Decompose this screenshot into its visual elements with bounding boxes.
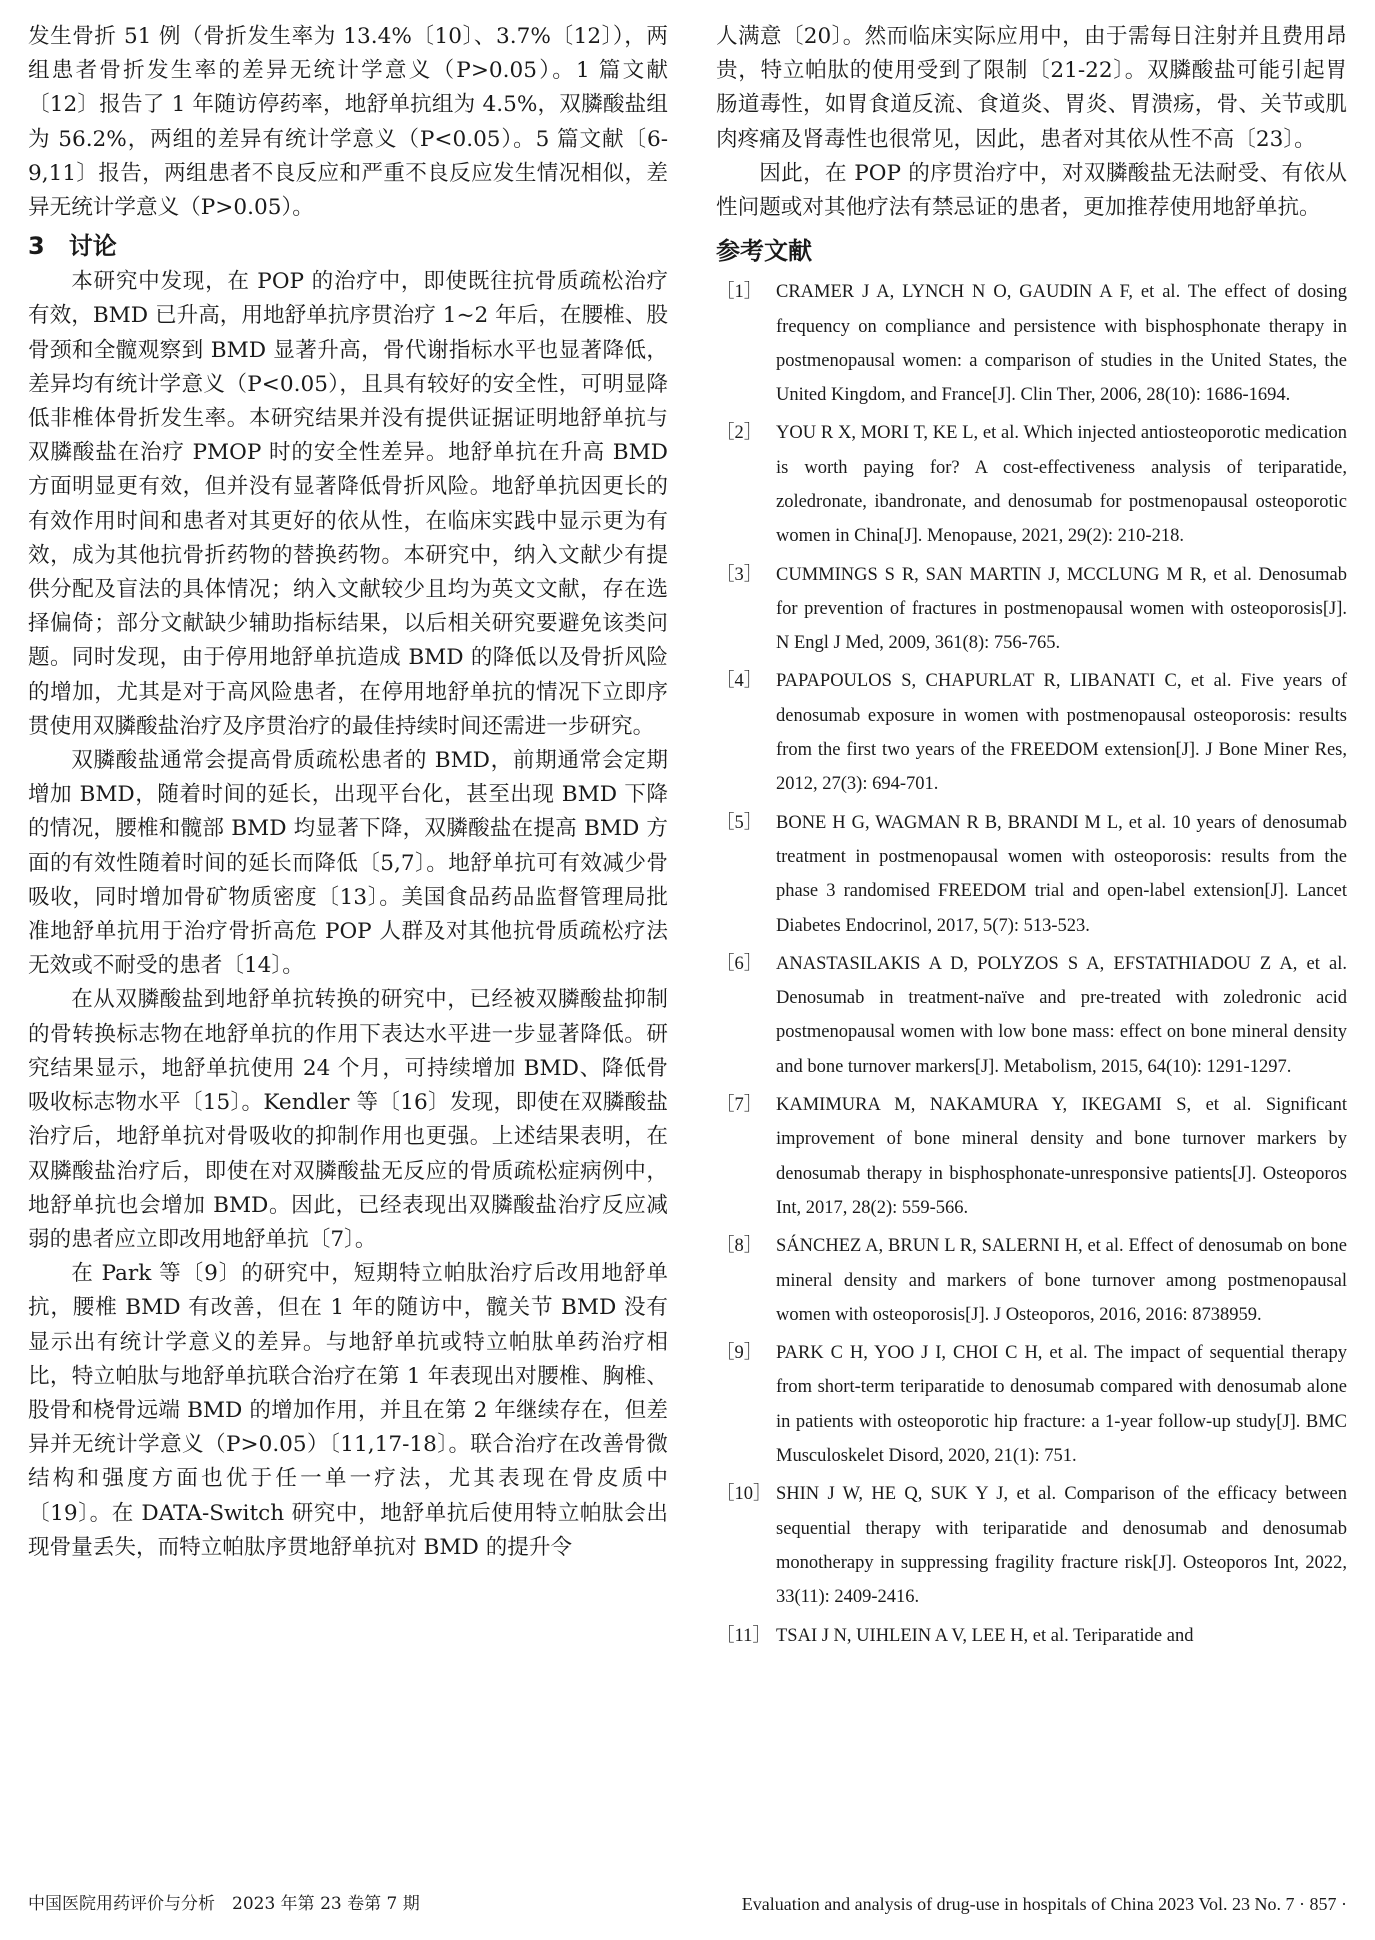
reference-item: [716, 664, 1347, 801]
conclusion-paragraph: 因此，在 POP 的序贯治疗中，对双膦酸盐无法耐受、有依从性问题或对其他疗法有禁忌证的患者，更加推荐使用地舒单抗。: [716, 160, 1347, 221]
continued-paragraph: 人满意〔20〕。然而临床实际应用中，由于需每日注射并且费用昂贵，特立帕肽的使用受到了限制〔21-22〕。双膦酸盐可能引起胃肠道毒性，如胃食道反流、食道炎、胃炎、胃溃疡，骨、关节或肌肉疼痛及肾毒性也很常见，因此，患者对其依从性不高〔23〕。: [716, 24, 1347, 152]
reference-number: ［5］: [716, 812, 763, 833]
reference-item: [716, 1336, 1347, 1473]
journal-name-english: Evaluation and analysis of drug-use in hospitals of China 2023 Vol. 23 No. 7 · 857 ·: [741, 1894, 1347, 1914]
discussion-paragraph: 本研究中发现，在 POP 的治疗中，即使既往抗骨质疏松治疗有效，BMD 已升高，用地舒单抗序贯治疗 1~2 年后，在腰椎、股骨颈和全髋观察到 BMD 显著升高，骨代谢指标水平也显著降低，差异均有统计学意义（P<0.05），且具有较好的安全性，可明显降低非椎体骨折发生率。本研究结果并没有提供证据证明地舒单抗与双膦酸盐在治疗 PMOP 时的安全性差异。地舒单抗在升高 BMD 方面明显更有效，但并没有显著降低骨折风险。地舒单抗因更长的有效作用时间和患者对其更好的依从性，在临床实践中显示更为有效，成为其他抗骨折药物的替换药物。本研究中，纳入文献少有提供分配及盲法的具体情况；纳入文献较少且均为英文文献，存在选择偏倚；部分文献缺少辅助指标结果，以后相关研究要避免该类问题。同时发现，由于停用地舒单抗造成 BMD 的降低以及骨折风险的增加，尤其是对于高风险患者，在停用地舒单抗的情况下立即序贯使用双膦酸盐治疗及序贯治疗的最佳持续时间还需进一步研究。: [28, 269, 668, 739]
left-column: [28, 20, 668, 1565]
reference-item: [716, 1477, 1347, 1614]
section-heading-discussion: 3 讨论: [28, 232, 117, 261]
reference-number: ［1］: [716, 282, 763, 303]
reference-text: KAMIMURA M, NAKAMURA Y, IKEGAMI S, et al. Significant improvement of bone mineral density and bone turnover markers by denosumab therapy in bisphosphonate-unresponsive patients[J]. Osteoporos Int, 2017, 28(2): 559-566.: [776, 1095, 1347, 1218]
reference-text: SHIN J W, HE Q, SUK Y J, et al. Comparison of the efficacy between sequential therapy with teriparatide and denosumab and denosumab monotherapy in suppressing fragility fracture risk[J]. Osteoporos Int, 2022, 33(11): 2409-2416.: [776, 1484, 1347, 1608]
reference-item: [716, 1229, 1347, 1332]
right-column: [716, 20, 1347, 1653]
reference-item: [716, 806, 1347, 943]
reference-number: ［4］: [716, 671, 763, 692]
reference-item: [716, 1088, 1347, 1225]
reference-text: CRAMER J A, LYNCH N O, GAUDIN A F, et al. The effect of dosing frequency on compliance and persistence with bisphosphonate therapy in postmenopausal women: a comparison of studies in the United States, the United Kingdom, and France[J]. Clin Ther, 2006, 28(10): 1686-1694.: [776, 282, 1347, 406]
reference-number: ［10］: [716, 1484, 772, 1505]
discussion-paragraph: 在 Park 等〔9〕的研究中，短期特立帕肽治疗后改用地舒单抗，腰椎 BMD 有改善，但在 1 年的随访中，髋关节 BMD 没有显示出有统计学意义的差异。与地舒单抗或特立帕肽单药治疗相比，特立帕肽与地舒单抗联合治疗在第 1 年表现出对腰椎、胸椎、股骨和桡骨远端 BMD 的增加作用，并且在第 2 年继续存在，但差异并无统计学意义（P>0.05）〔11,17-18〕。联合治疗在改善骨微结构和强度方面也优于任一单一疗法，尤其表现在骨皮质中〔19〕。在 DATA-Switch 研究中，地舒单抗后使用特立帕肽会出现骨量丢失，而特立帕肽序贯地舒单抗对 BMD 的提升令: [28, 1261, 668, 1560]
reference-text: PARK C H, YOO J I, CHOI C H, et al. The impact of sequential therapy from short-term teriparatide to denosumab compared with denosumab alone in patients with osteoporotic hip fracture: a 1-year follow-up study[J]. BMC Musculoskelet Disord, 2020, 21(1): 751.: [776, 1343, 1347, 1467]
reference-item: [716, 1619, 1347, 1653]
journal-name-chinese: 中国医院用药评价与分析 2023 年第 23 卷第 7 期: [28, 1894, 420, 1914]
reference-item: [716, 947, 1347, 1084]
reference-text: TSAI J N, UIHLEIN A V, LEE H, et al. Teriparatide and: [776, 1625, 1194, 1646]
discussion-paragraph: 在从双膦酸盐到地舒单抗转换的研究中，已经被双膦酸盐抑制的骨转换标志物在地舒单抗的作用下表达水平进一步显著降低。研究结果显示，地舒单抗使用 24 个月，可持续增加 BMD、降低骨吸收标志物水平〔15〕。Kendler 等〔16〕发现，即使在双膦酸盐治疗后，地舒单抗对骨吸收的抑制作用也更强。上述结果表明，在双膦酸盐治疗后，即使在对双膦酸盐无反应的骨质疏松症病例中，地舒单抗也会增加 BMD。因此，已经表现出双膦酸盐治疗反应减弱的患者应立即改用地舒单抗〔7〕。: [28, 987, 668, 1252]
reference-number: ［2］: [716, 423, 763, 444]
reference-number: ［6］: [716, 953, 763, 974]
results-paragraph: 发生骨折 51 例（骨折发生率为 13.4%〔10〕、3.7%〔12〕），两组患者骨折发生率的差异无统计学意义（P>0.05）。1 篇文献〔12〕报告了 1 年随访停药率，地舒单抗组为 4.5%，双膦酸盐组为 56.2%，两组的差异有统计学意义（P<0.05）。5 篇文献〔6-9,11〕报告，两组患者不良反应和严重不良反应发生情况相似，差异无统计学意义（P>0.05）。: [28, 24, 668, 221]
reference-item: [716, 416, 1347, 553]
discussion-paragraph: 双膦酸盐通常会提高骨质疏松患者的 BMD，前期通常会定期增加 BMD，随着时间的延长，出现平台化，甚至出现 BMD 下降的情况，腰椎和髋部 BMD 均显著下降，双膦酸盐在提高 BMD 方面的有效性随着时间的延长而降低〔5,7〕。地舒单抗可有效减少骨吸收，同时增加骨矿物质密度〔13〕。美国食品药品监督管理局批准地舒单抗用于治疗骨折高危 POP 人群及对其他抗骨质疏松疗法无效或不耐受的患者〔14〕。: [28, 748, 668, 979]
reference-text: SÁNCHEZ A, BRUN L R, SALERNI H, et al. Effect of denosumab on bone mineral density and markers of bone turnover among postmenopausal women with osteoporosis[J]. J Osteoporos, 2016, 2016: 8738959.: [776, 1236, 1347, 1325]
reference-text: CUMMINGS S R, SAN MARTIN J, MCCLUNG M R, et al. Denosumab for prevention of fractures in postmenopausal women with osteoporosis[J]. N Engl J Med, 2009, 361(8): 756-765.: [776, 564, 1347, 654]
reference-text: BONE H G, WAGMAN R B, BRANDI M L, et al. 10 years of denosumab treatment in postmenopausal women with osteoporosis: results from the phase 3 randomised FREEDOM trial and open-label extension[J]. Lancet Diabetes Endocrinol, 2017, 5(7): 513-523.: [776, 812, 1347, 936]
reference-number: ［3］: [716, 564, 763, 585]
reference-text: ANASTASILAKIS A D, POLYZOS S A, EFSTATHIADOU Z A, et al. Denosumab in treatment-naïve and pre-treated with zoledronic acid postmenopausal women with low bone mass: effect on bone mineral density and bone turnover markers[J]. Metabolism, 2015, 64(10): 1291-1297.: [776, 953, 1347, 1077]
reference-number: ［9］: [716, 1343, 763, 1364]
reference-number: ［7］: [716, 1095, 763, 1116]
reference-number: ［11］: [716, 1625, 771, 1646]
references-heading: 参考文献: [716, 237, 812, 266]
reference-text: PAPAPOULOS S, CHAPURLAT R, LIBANATI C, et al. Five years of denosumab exposure in women with postmenopausal osteoporosis: results from the first two years of the FREEDOM extension[J]. J Bone Miner Res, 2012, 27(3): 694-701.: [776, 671, 1347, 795]
reference-number: ［8］: [716, 1236, 763, 1257]
reference-item: [716, 558, 1347, 661]
reference-item: [716, 275, 1347, 412]
reference-list: [716, 275, 1347, 1653]
reference-text: YOU R X, MORI T, KE L, et al. Which injected antiosteoporotic medication is worth paying for? A cost-effectiveness analysis of teriparatide, zoledronate, ibandronate, and denosumab for postmenopausal osteoporotic women in China[J]. Menopause, 2021, 29(2): 210-218.: [776, 423, 1347, 547]
